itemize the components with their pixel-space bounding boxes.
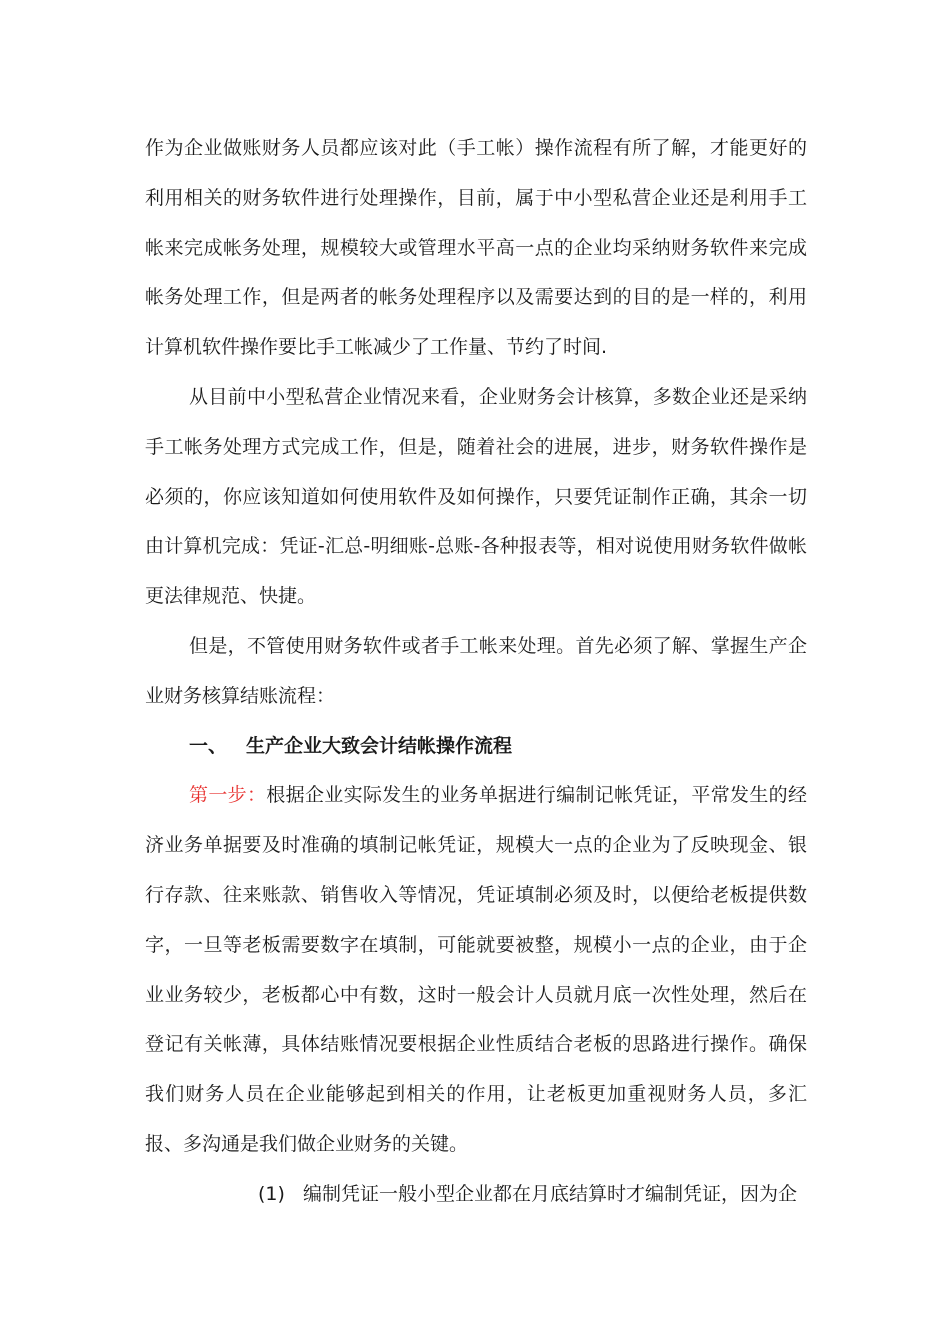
step-one-text: 根据企业实际发生的业务单据进行编制记帐凭证，平常发生的经济业务单据要及时准确的填制记帐凭证，规模大一点的企业为了反映现金、银行存款、往来账款、销售收入等情况，凭证填制必须及时，以便给老板提供数字，一旦等老板需要数字在填制，可能就要被整，规模小一点的企业，由于企业业务较少，老板都心中有数，这时一般会计人员就月底一次性处理，然后在登记有关帐薄，具体结账情况要根据企业性质结合老板的思路进行操作。确保我们财务人员在企业能够起到相关的作用，让老板更加重视财务人员，多汇报、多沟通是我们做企业财务的关键。 [145,784,807,1155]
sub-item-1 [145,1170,807,1220]
intro-paragraph: 作为企业做账财务人员都应该对此（手工帐）操作流程有所了解，才能更好的利用相关的财务软件进行处理操作，目前，属于中小型私营企业还是利用手工帐来完成帐务处理，规模较大或管理水平高一点的企业均采纳财务软件来完成帐务处理工作，但是两者的帐务处理程序以及需要达到的目的是一样的，利用计算机软件操作要比手工帐减少了工作量、节约了时间. [145,137,807,359]
transition-paragraph: 但是，不管使用财务软件或者手工帐来处理。首先必须了解、掌握生产企业财务核算结账流程： [145,634,807,707]
step-one-label: 第一步： [189,784,267,807]
document-body [145,124,807,1220]
sub-item-text: 编制凭证一般小型企业都在月底结算时才编制凭证，因为企 [303,1182,798,1205]
sub-item-number: (1) [258,1182,285,1205]
section-title: 生产企业大致会计结帐操作流程 [246,734,513,757]
section-number: 一、 [189,734,228,757]
context-paragraph: 从目前中小型私营企业情况来看，企业财务会计核算，多数企业还是采纳手工帐务处理方式完成工作，但是，随着社会的进展，进步，财务软件操作是必须的，你应该知道如何使用软件及如何操作，只要凭证制作正确，其余一切由计算机完成：凭证-汇总-明细账-总账-各种报表等，相对说使用财务软件做帐更法律规范、快捷。 [145,385,807,608]
step-one-paragraph [145,771,807,1169]
section-heading [145,722,807,772]
